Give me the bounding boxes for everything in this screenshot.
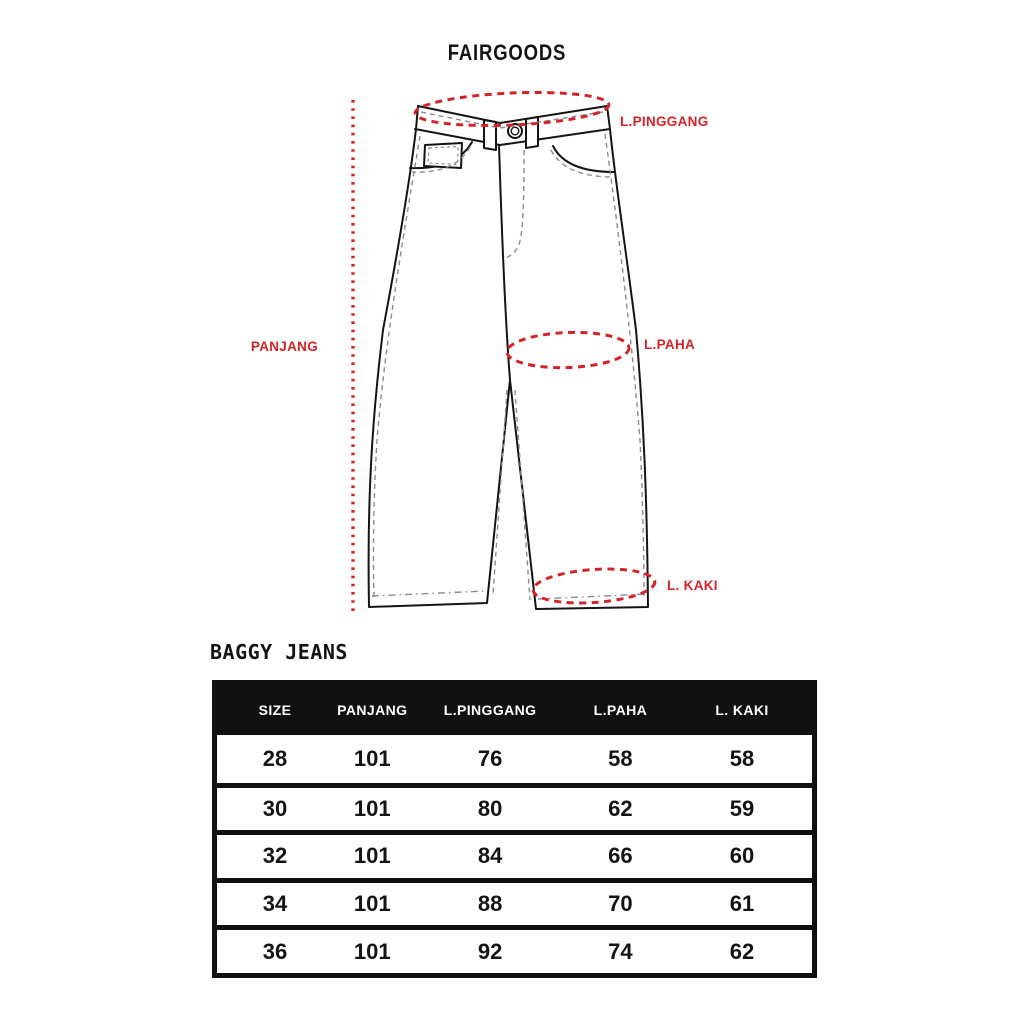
table-cell: 66 bbox=[608, 843, 633, 869]
table-row bbox=[217, 783, 812, 831]
table-cell: 30 bbox=[262, 795, 288, 821]
column-header-kaki: L. KAKI bbox=[715, 702, 769, 718]
label-pinggang: L.PINGGANG bbox=[620, 114, 709, 129]
table-header-row bbox=[217, 685, 812, 735]
table-cell: 62 bbox=[608, 795, 633, 821]
table-cell: 88 bbox=[477, 891, 503, 917]
table-cell: 62 bbox=[729, 938, 755, 964]
table-cell: 59 bbox=[729, 795, 755, 821]
size-table bbox=[212, 680, 817, 978]
column-header-pinggang: L.PINGGANG bbox=[443, 702, 537, 718]
table-cell: 70 bbox=[608, 891, 633, 917]
table-row bbox=[217, 925, 812, 973]
table-cell: 101 bbox=[353, 891, 391, 917]
table-cell: 58 bbox=[608, 745, 633, 771]
column-header-size: SIZE bbox=[258, 702, 292, 718]
table-cell: 101 bbox=[353, 745, 391, 771]
belt-loop-right bbox=[526, 117, 538, 148]
table-row bbox=[217, 830, 812, 878]
page-title: BAGGY JEANS bbox=[210, 640, 348, 664]
table-cell: 28 bbox=[262, 745, 288, 771]
table-cell: 101 bbox=[353, 843, 391, 869]
label-kaki: L. KAKI bbox=[667, 578, 718, 593]
table-cell: 101 bbox=[353, 795, 391, 821]
table-cell: 36 bbox=[262, 938, 288, 964]
table-cell: 92 bbox=[477, 938, 503, 964]
table-cell: 74 bbox=[608, 938, 633, 964]
table-cell: 32 bbox=[262, 843, 288, 869]
label-panjang: PANJANG bbox=[250, 339, 318, 354]
table-cell: 101 bbox=[353, 938, 391, 964]
table-row bbox=[217, 735, 812, 783]
table-cell: 58 bbox=[729, 745, 755, 771]
table-row bbox=[217, 878, 812, 926]
label-paha: L.PAHA bbox=[644, 337, 696, 352]
table-cell: 84 bbox=[477, 843, 503, 869]
table-cell: 80 bbox=[477, 795, 503, 821]
column-header-paha: L.PAHA bbox=[593, 702, 648, 718]
table-cell: 61 bbox=[729, 891, 755, 917]
table-cell: 34 bbox=[262, 891, 288, 917]
table-cell: 76 bbox=[477, 745, 503, 771]
table-cell: 60 bbox=[729, 843, 755, 869]
brand-logo: FAIRGOODS bbox=[447, 40, 567, 65]
column-header-panjang: PANJANG bbox=[337, 702, 408, 718]
